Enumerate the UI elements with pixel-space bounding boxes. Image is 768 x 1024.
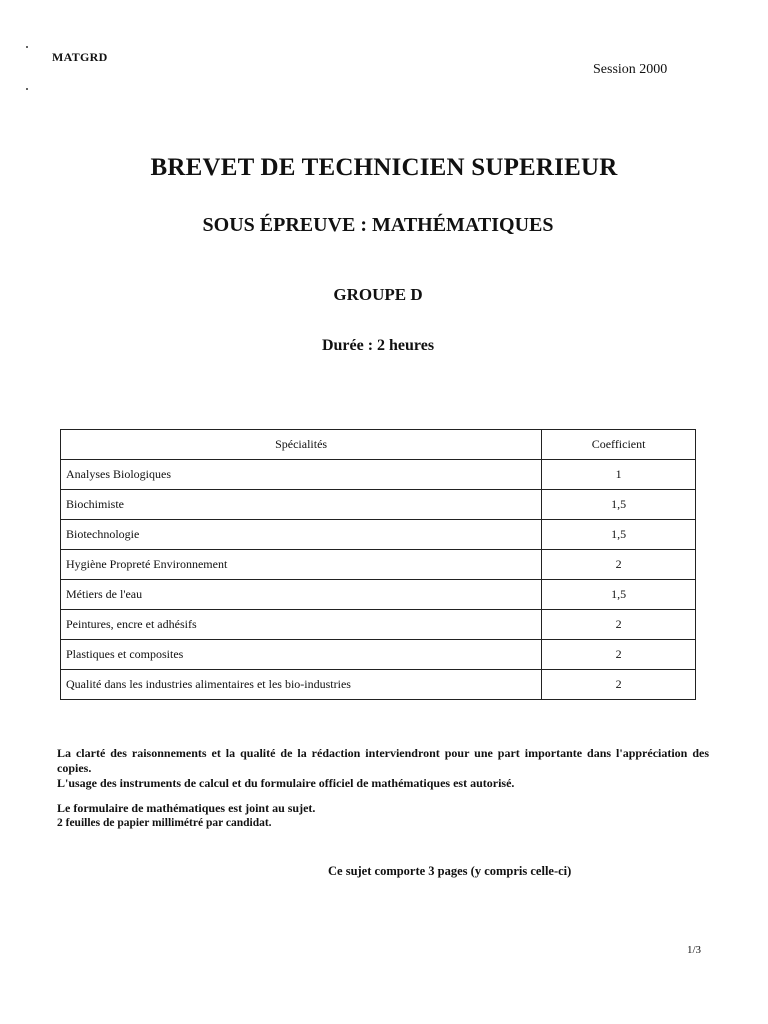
coefficient-cell: 1 — [542, 460, 696, 490]
table-row — [61, 550, 696, 580]
table-row — [61, 460, 696, 490]
coefficient-cell: 1,5 — [542, 580, 696, 610]
coefficient-cell: 1,5 — [542, 490, 696, 520]
scan-mark — [26, 46, 28, 48]
specialite-cell: Qualité dans les industries alimentaires et les bio-industries — [61, 670, 542, 700]
coefficient-cell: 2 — [542, 610, 696, 640]
column-header-specialites: Spécialités — [61, 430, 542, 460]
table-row — [61, 670, 696, 700]
document-code: MATGRD — [52, 50, 108, 64]
instruction-formulary: Le formulaire de mathématiques est joint au sujet. — [57, 801, 316, 815]
specialite-cell: Hygiène Propreté Environnement — [61, 550, 542, 580]
specialite-cell: Analyses Biologiques — [61, 460, 542, 490]
exam-group: GROUPE D — [333, 285, 423, 304]
coefficient-cell: 1,5 — [542, 520, 696, 550]
coefficient-cell: 2 — [542, 550, 696, 580]
table-row — [61, 610, 696, 640]
exam-subtitle: SOUS ÉPREUVE : MATHÉMATIQUES — [202, 214, 554, 236]
table-header-row — [61, 430, 696, 460]
instruction-graph-paper: 2 feuilles de papier millimétré par candidat. — [57, 817, 272, 829]
coefficient-cell: 2 — [542, 670, 696, 700]
instruction-writing-quality: La clarté des raisonnements et la qualité de la rédaction interviendront pour une part importante dans l'appréciation des copies. — [57, 746, 709, 775]
specialite-cell: Métiers de l'eau — [61, 580, 542, 610]
page-number: 1/3 — [687, 944, 702, 956]
table-row — [61, 490, 696, 520]
column-header-coefficient: Coefficient — [542, 430, 696, 460]
coefficient-cell: 2 — [542, 640, 696, 670]
page-count-note: Ce sujet comporte 3 pages (y compris celle-ci) — [328, 864, 572, 878]
specialities-table — [60, 429, 696, 700]
scan-mark — [26, 88, 28, 90]
exam-duration: Durée : 2 heures — [321, 337, 435, 354]
exam-title: BREVET DE TECHNICIEN SUPERIEUR — [150, 154, 618, 181]
specialite-cell: Peintures, encre et adhésifs — [61, 610, 542, 640]
instruction-calculators: L'usage des instruments de calcul et du formulaire officiel de mathématiques est autorisé. — [57, 776, 515, 790]
exam-instructions — [57, 746, 709, 831]
specialite-cell: Biotechnologie — [61, 520, 542, 550]
table-row — [61, 640, 696, 670]
specialite-cell: Biochimiste — [61, 490, 542, 520]
session-label: Session 2000 — [593, 62, 668, 77]
specialite-cell: Plastiques et composites — [61, 640, 542, 670]
table-row — [61, 520, 696, 550]
table-row — [61, 580, 696, 610]
